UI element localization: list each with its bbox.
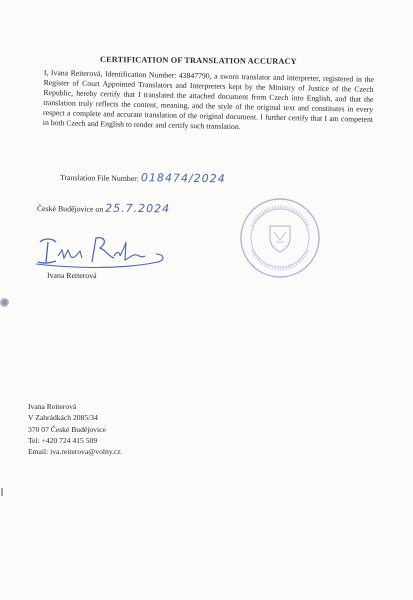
- file-number-label: Translation File Number:: [59, 173, 140, 184]
- handwritten-signature: [30, 228, 170, 275]
- punch-hole-mark: [0, 298, 9, 307]
- place-date-line: [37, 201, 170, 215]
- place-label: České Budějovice on: [36, 204, 104, 214]
- address-name: Ivana Reiterová: [28, 402, 77, 411]
- edge-mark: [1, 488, 3, 496]
- address-city: 370 07 České Budějovice: [28, 424, 106, 434]
- document-title: CERTIFICATION OF TRANSLATION ACCURACY: [99, 55, 297, 67]
- address-email: Email: iva.reiterova@volny.cz: [28, 447, 121, 457]
- signer-name: Ivana Reiterová: [46, 270, 97, 281]
- file-number-line: [60, 170, 226, 185]
- file-number-value: 018474/2024: [140, 171, 226, 186]
- address-phone: Tel: +420 724 415 509: [28, 435, 98, 445]
- translator-address-block: [28, 401, 121, 457]
- address-street: V Zahrádkách 2085/34: [28, 413, 98, 423]
- certification-paragraph: I, Ivana Reiterová, Identification Number: 43847790, a sworn translator and interpreter, registered in the Register of Court Appointed Translators and Interpreters kept by the Ministry of Justice of the Czech Republic, hereby certify that I translated the attached document from Czech into English, and that the translation truly reflects the content, meaning, and the style of the original text and constitutes in every respect a complete and accurate translation of the original document. I further certify that I am competent in both Czech and English to render and certify such translation.: [42, 68, 374, 132]
- date-value: 25.7.2024: [105, 201, 171, 216]
- official-stamp: [238, 196, 322, 285]
